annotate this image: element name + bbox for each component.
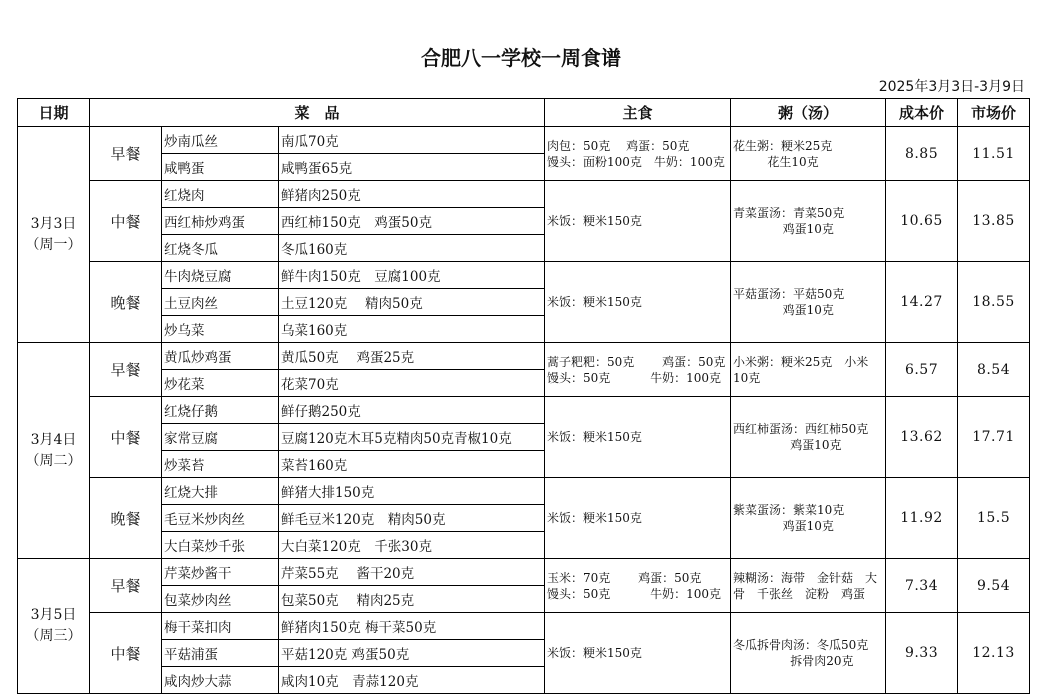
header-row <box>18 99 1030 127</box>
dish-ingredients: 西红柿150克 鸡蛋50克 <box>279 208 545 235</box>
soup-cell <box>731 559 886 613</box>
day-date-cell <box>18 343 90 559</box>
staple-line: 玉米：70克 鸡蛋：50克 <box>547 570 702 585</box>
table-row <box>18 397 1030 424</box>
dish-name: 平菇浦蛋 <box>162 640 279 667</box>
staple-cell <box>545 127 731 181</box>
dish-ingredients: 冬瓜160克 <box>279 235 545 262</box>
dish-name: 毛豆米炒肉丝 <box>162 505 279 532</box>
dish-name: 咸鸭蛋 <box>162 154 279 181</box>
staple-line: 米饭：粳米150克 <box>547 646 642 660</box>
soup-line: 鸡蛋10克 <box>733 438 842 452</box>
table-row <box>18 127 1030 154</box>
dish-ingredients: 鲜毛豆米120克 精肉50克 <box>279 505 545 532</box>
soup-line: 鸡蛋10克 <box>733 519 834 533</box>
day-date: 3月5日 <box>30 607 77 623</box>
soup-line: 青菜蛋汤：青菜50克 <box>733 206 845 220</box>
dish-ingredients: 芹菜55克 酱干20克 <box>279 559 545 586</box>
header-market: 市场价 <box>958 99 1030 127</box>
staple-line: 馒头：面粉100克 牛奶：100克 <box>547 154 725 169</box>
dish-name: 梅干菜扣肉 <box>162 613 279 640</box>
dish-name: 红烧冬瓜 <box>162 235 279 262</box>
soup-line: 冬瓜拆骨肉汤：冬瓜50克 <box>733 638 869 652</box>
table-row <box>18 613 1030 640</box>
staple-cell <box>545 613 731 694</box>
cost-price: 8.85 <box>886 127 958 181</box>
menu-body <box>18 127 1030 694</box>
day-weekday: （周一） <box>25 236 82 253</box>
table-row <box>18 478 1030 505</box>
dish-name: 西红柿炒鸡蛋 <box>162 208 279 235</box>
cost-price: 10.65 <box>886 181 958 262</box>
staple-line: 馒头：50克 牛奶：100克 <box>547 370 722 385</box>
soup-line: 花生10克 <box>733 154 819 169</box>
staple-line: 米饭：粳米150克 <box>547 430 642 444</box>
dish-ingredients: 乌菜160克 <box>279 316 545 343</box>
dish-ingredients: 咸鸭蛋65克 <box>279 154 545 181</box>
day-date: 3月3日 <box>30 215 77 232</box>
soup-cell <box>731 262 886 343</box>
dish-name: 芹菜炒酱干 <box>162 559 279 586</box>
meal-name: 晚餐 <box>90 478 162 559</box>
staple-cell <box>545 559 731 613</box>
dish-ingredients: 咸肉10克 青蒜120克 <box>279 667 545 694</box>
dish-ingredients: 包菜50克 精肉25克 <box>279 586 545 613</box>
dish-ingredients: 黄瓜50克 鸡蛋25克 <box>279 343 545 370</box>
meal-name: 中餐 <box>90 613 162 694</box>
market-price: 12.13 <box>958 613 1030 694</box>
dish-ingredients: 鲜猪大排150克 <box>279 478 545 505</box>
dish-name: 包菜炒肉丝 <box>162 586 279 613</box>
dish-ingredients: 鲜猪肉250克 <box>279 181 545 208</box>
staple-line: 蒿子粑粑：50克 鸡蛋：50克 <box>547 354 726 369</box>
soup-line: 紫菜蛋汤：紫菜10克 <box>733 503 845 517</box>
meal-name: 早餐 <box>90 343 162 397</box>
market-price: 11.51 <box>958 127 1030 181</box>
dish-ingredients: 鲜仔鹅250克 <box>279 397 545 424</box>
dish-ingredients: 平菇120克 鸡蛋50克 <box>279 640 545 667</box>
dish-name: 大白菜炒千张 <box>162 532 279 559</box>
date-range: 2025年3月3日-3月9日 <box>878 79 1025 95</box>
table-row <box>18 181 1030 208</box>
dish-name: 家常豆腐 <box>162 424 279 451</box>
soup-line: 平菇蛋汤：平菇50克 <box>733 287 845 301</box>
page-title: 合肥八一学校一周食谱 <box>421 46 621 70</box>
market-price: 17.71 <box>958 397 1030 478</box>
meal-name: 晚餐 <box>90 262 162 343</box>
header-soup: 粥（汤） <box>731 99 886 127</box>
soup-line: 西红柿蛋汤：西红柿50克 <box>733 422 869 436</box>
staple-cell <box>545 262 731 343</box>
dish-ingredients: 菜苔160克 <box>279 451 545 478</box>
soup-cell <box>731 127 886 181</box>
table-row <box>18 343 1030 370</box>
meal-name: 中餐 <box>90 397 162 478</box>
meal-name: 早餐 <box>90 559 162 613</box>
staple-line: 肉包：50克 鸡蛋：50克 <box>547 138 690 153</box>
staple-line: 米饭：粳米150克 <box>547 295 642 309</box>
header-date: 日期 <box>18 99 90 127</box>
day-date-cell <box>18 559 90 694</box>
cost-price: 9.33 <box>886 613 958 694</box>
soup-cell <box>731 478 886 559</box>
day-date-cell <box>18 127 90 343</box>
staple-cell <box>545 478 731 559</box>
dish-ingredients: 鲜猪肉150克 梅干菜50克 <box>279 613 545 640</box>
cost-price: 11.92 <box>886 478 958 559</box>
market-price: 15.5 <box>958 478 1030 559</box>
staple-line: 米饭：粳米150克 <box>547 511 642 525</box>
soup-line: 花生粥：粳米25克 <box>733 138 833 153</box>
dish-name: 炒南瓜丝 <box>162 127 279 154</box>
soup-cell <box>731 343 886 397</box>
staple-line: 米饭：粳米150克 <box>547 214 642 228</box>
soup-line: 拆骨肉20克 <box>733 654 854 668</box>
meal-name: 早餐 <box>90 127 162 181</box>
menu-table <box>17 98 1030 694</box>
dish-name: 炒菜苔 <box>162 451 279 478</box>
market-price: 9.54 <box>958 559 1030 613</box>
dish-name: 土豆肉丝 <box>162 289 279 316</box>
market-price: 8.54 <box>958 343 1030 397</box>
soup-cell <box>731 181 886 262</box>
cost-price: 6.57 <box>886 343 958 397</box>
dish-name: 红烧仔鹅 <box>162 397 279 424</box>
dish-name: 红烧肉 <box>162 181 279 208</box>
cost-price: 13.62 <box>886 397 958 478</box>
dish-ingredients: 鲜牛肉150克 豆腐100克 <box>279 262 545 289</box>
soup-line: 小米粥：粳米25克 小米 <box>733 354 869 369</box>
dish-name: 炒乌菜 <box>162 316 279 343</box>
staple-cell <box>545 397 731 478</box>
soup-line: 辣糊汤：海带 金针菇 大 <box>733 570 878 585</box>
cost-price: 7.34 <box>886 559 958 613</box>
header-staple: 主食 <box>545 99 731 127</box>
soup-line: 鸡蛋10克 <box>733 303 834 317</box>
market-price: 13.85 <box>958 181 1030 262</box>
dish-ingredients: 南瓜70克 <box>279 127 545 154</box>
staple-cell <box>545 343 731 397</box>
table-row <box>18 262 1030 289</box>
market-price: 18.55 <box>958 262 1030 343</box>
dish-ingredients: 土豆120克 精肉50克 <box>279 289 545 316</box>
dish-ingredients: 花菜70克 <box>279 370 545 397</box>
dish-name: 红烧大排 <box>162 478 279 505</box>
day-date: 3月4日 <box>30 431 77 448</box>
soup-line: 鸡蛋10克 <box>733 222 834 236</box>
soup-cell <box>731 397 886 478</box>
dish-name: 炒花菜 <box>162 370 279 397</box>
dish-name: 咸肉炒大蒜 <box>162 667 279 694</box>
header-dishes: 菜 品 <box>90 99 545 127</box>
cost-price: 14.27 <box>886 262 958 343</box>
table-row <box>18 559 1030 586</box>
dish-ingredients: 大白菜120克 千张30克 <box>279 532 545 559</box>
day-weekday: （周三） <box>25 628 82 644</box>
soup-cell <box>731 613 886 694</box>
dish-name: 黄瓜炒鸡蛋 <box>162 343 279 370</box>
staple-cell <box>545 181 731 262</box>
dish-ingredients: 豆腐120克木耳5克精肉50克青椒10克 <box>279 424 545 451</box>
dish-name: 牛肉烧豆腐 <box>162 262 279 289</box>
staple-line: 馒头：50克 牛奶：100克 <box>547 586 722 601</box>
day-weekday: （周二） <box>25 452 82 469</box>
soup-line: 10克 <box>733 370 761 385</box>
soup-line: 骨 千张丝 淀粉 鸡蛋 <box>733 586 866 601</box>
header-cost: 成本价 <box>886 99 958 127</box>
meal-name: 中餐 <box>90 181 162 262</box>
